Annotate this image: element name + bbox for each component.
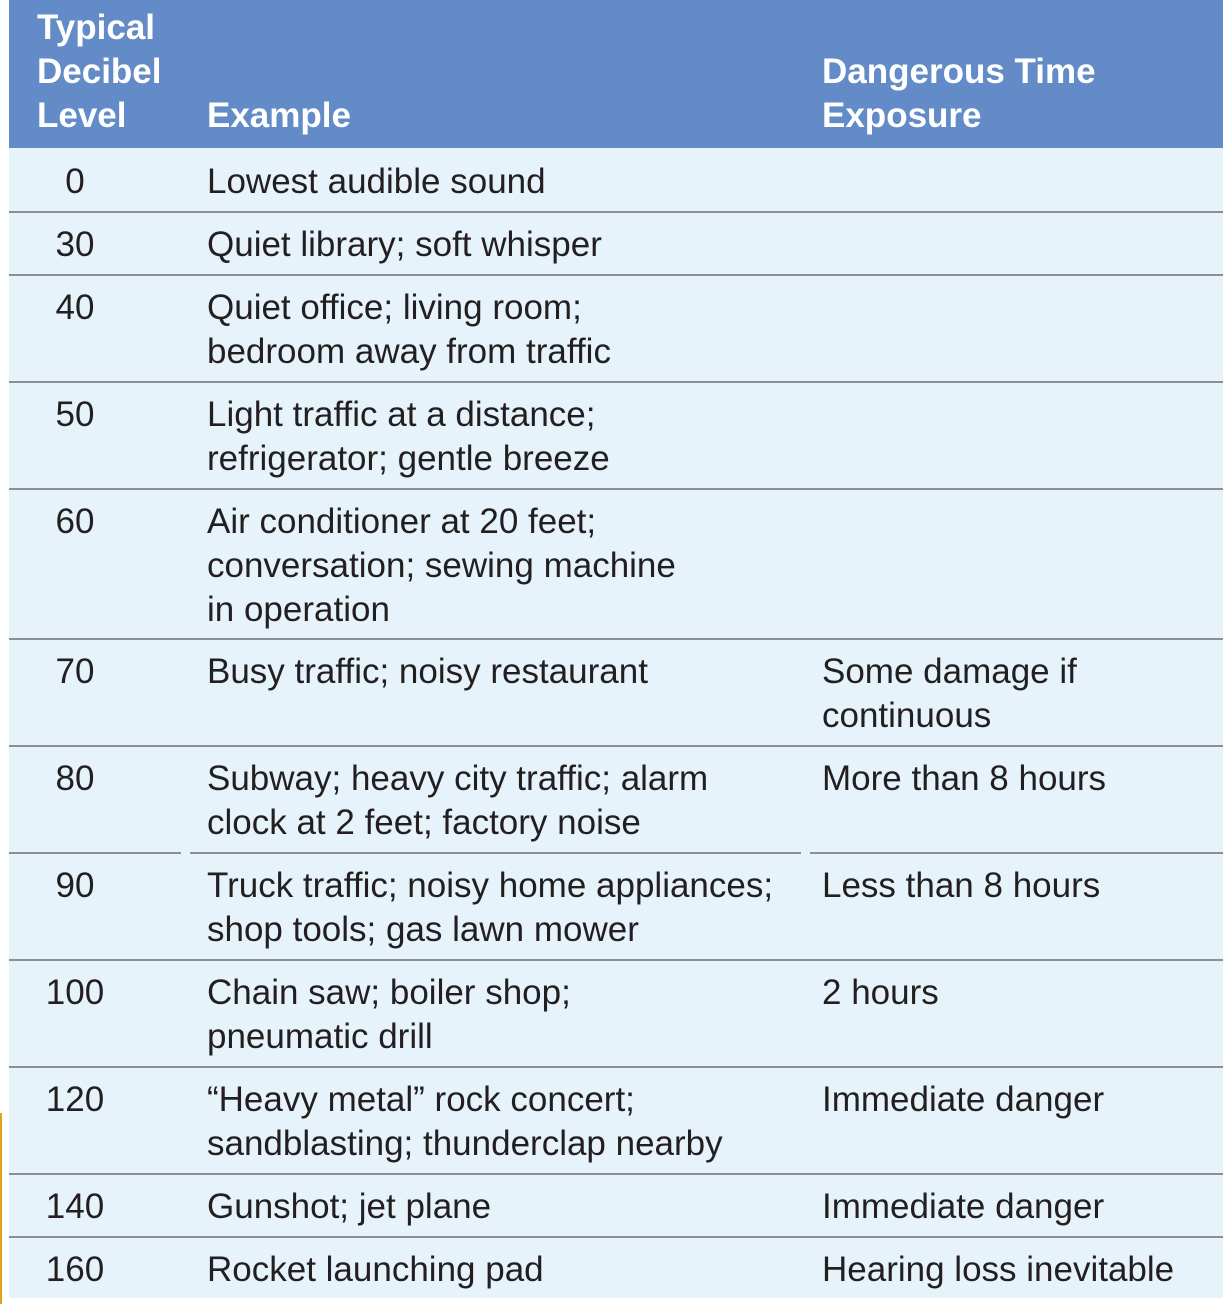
table-row xyxy=(9,274,1223,381)
table-row xyxy=(9,488,1223,638)
cell-exposure: Hearing loss inevitable xyxy=(822,1250,1175,1289)
row-divider xyxy=(9,488,1223,490)
header-example: Example xyxy=(207,96,351,135)
row-divider xyxy=(9,745,1223,747)
row-divider xyxy=(9,959,1223,961)
cell-example: Quiet office; living room; bedroom away from traffic xyxy=(207,288,611,371)
cell-decibel-level: 40 xyxy=(55,288,95,327)
cell-decibel-level: 90 xyxy=(55,866,95,905)
row-divider xyxy=(9,381,1223,383)
cell-decibel-level: 60 xyxy=(55,502,95,541)
cell-example: Light traffic at a distance; refrigerator; gentle breeze xyxy=(207,395,610,478)
cell-example: Gunshot; jet plane xyxy=(207,1187,492,1226)
cell-decibel-level: 100 xyxy=(45,973,105,1012)
cell-exposure: Immediate danger xyxy=(822,1187,1105,1226)
row-divider xyxy=(9,1236,1223,1238)
header-decibel-level: Typical Decibel Level xyxy=(37,8,162,135)
table-row xyxy=(9,1173,1223,1236)
cell-decibel-level: 160 xyxy=(45,1250,105,1289)
cell-example: Truck traffic; noisy home appliances; shop tools; gas lawn mower xyxy=(207,866,774,949)
table-row xyxy=(9,381,1223,488)
cell-exposure: Some damage if continuous xyxy=(822,652,1077,735)
cell-exposure: 2 hours xyxy=(822,973,939,1012)
table-row xyxy=(9,852,1223,959)
decibel-table xyxy=(9,0,1223,1298)
cell-example: Busy traffic; noisy restaurant xyxy=(207,652,648,691)
row-divider xyxy=(9,211,1223,213)
table-row xyxy=(9,1236,1223,1298)
row-divider xyxy=(9,274,1223,276)
cell-example: Subway; heavy city traffic; alarm clock at 2 feet; factory noise xyxy=(207,759,709,842)
cell-example: Lowest audible sound xyxy=(207,162,546,201)
table-row xyxy=(9,745,1223,852)
cell-exposure: More than 8 hours xyxy=(822,759,1107,798)
table-header xyxy=(9,0,1223,148)
cell-decibel-level: 120 xyxy=(45,1080,105,1119)
cell-decibel-level: 80 xyxy=(55,759,95,798)
row-divider xyxy=(9,1173,1223,1175)
table-row xyxy=(9,148,1223,211)
cell-example: Chain saw; boiler shop; pneumatic drill xyxy=(207,973,571,1056)
cell-decibel-level: 140 xyxy=(45,1187,105,1226)
row-divider xyxy=(9,638,1223,640)
table-row xyxy=(9,638,1223,745)
cell-example: Air conditioner at 20 feet; conversation; sewing machine in operation xyxy=(207,502,676,629)
cell-decibel-level: 0 xyxy=(65,162,85,201)
cell-example: Rocket launching pad xyxy=(207,1250,544,1289)
table-row xyxy=(9,211,1223,274)
cell-exposure: Less than 8 hours xyxy=(822,866,1101,905)
table-row xyxy=(9,1066,1223,1173)
cell-example: Quiet library; soft whisper xyxy=(207,225,602,264)
cell-example: “Heavy metal” rock concert; sandblasting; thunderclap nearby xyxy=(207,1080,723,1163)
row-divider xyxy=(9,1066,1223,1068)
cell-exposure: Immediate danger xyxy=(822,1080,1105,1119)
table-row xyxy=(9,959,1223,1066)
cell-decibel-level: 30 xyxy=(55,225,95,264)
row-divider xyxy=(9,852,1223,854)
header-dangerous-time-exposure: Dangerous Time Exposure xyxy=(822,52,1096,135)
cell-decibel-level: 50 xyxy=(55,395,95,434)
cell-decibel-level: 70 xyxy=(55,652,95,691)
left-accent-bar xyxy=(0,1113,2,1304)
